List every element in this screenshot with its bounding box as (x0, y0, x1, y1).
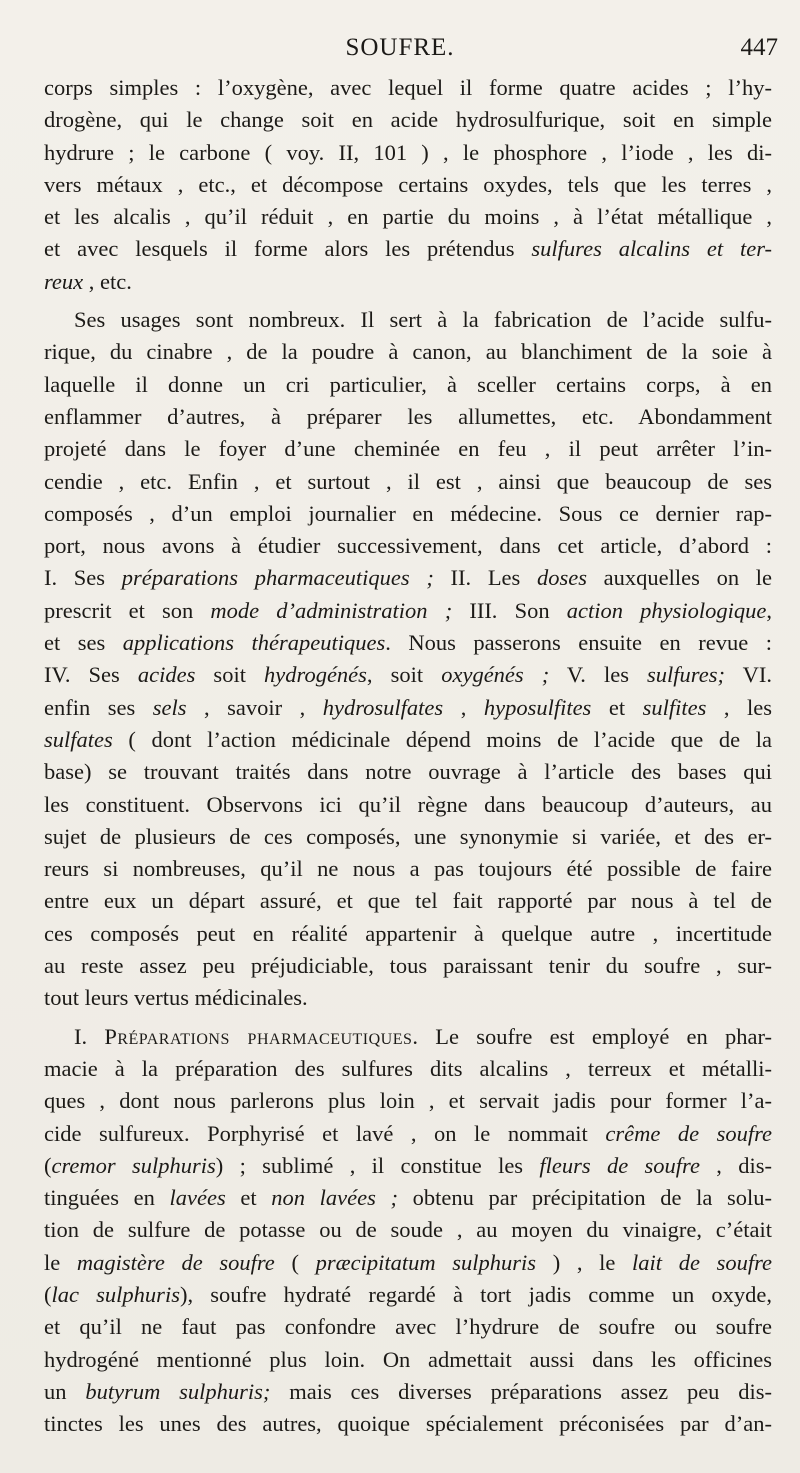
text-line: tout leurs vertus médicinales. (44, 985, 308, 1011)
text-line: IV. Ses acides soit hydrogénés, soit oxygénés ; V. les sulfures; VI. (44, 662, 773, 688)
text-line: tion de sulfure de potasse ou de soude , au moyen du vinaigre, c’était (44, 1217, 772, 1243)
text-line: drogène, qui le change soit en acide hydrosulfurique, soit en simple (44, 107, 772, 133)
text-line: hydrure ; le carbone ( voy. II, 101 ) , le phosphore , l’iode , les di- (44, 139, 772, 165)
text-line: enfin ses sels , savoir , hydrosulfates , hyposulfites et sulfites , les (44, 694, 772, 720)
body-text (44, 72, 772, 1440)
text-line: ques , dont nous parlerons plus loin , et servait jadis pour former l’a- (44, 1088, 772, 1114)
text-line: corps simples : l’oxygène, avec lequel il forme quatre acides ; l’hy- (44, 75, 772, 100)
text-line: les constituent. Observons ici qu’il règne dans beaucoup d’auteurs, au (44, 791, 772, 817)
text-line: sulfates ( dont l’action médicinale dépend moins de l’acide que de la (44, 726, 772, 752)
text-line: I. Ses préparations pharmaceutiques ; II. Les doses auxquelles on le (44, 565, 772, 591)
text-line: (lac sulphuris), soufre hydraté regardé à tort jadis comme un oxyde, (44, 1281, 772, 1307)
text-line: enflammer d’autres, à préparer les allumettes, etc. Abondamment (44, 403, 772, 429)
running-title: SOUFRE. (345, 34, 455, 61)
text-line: tinguées en lavées et non lavées ; obtenu par précipitation de la solu- (44, 1185, 772, 1211)
text-line: et qu’il ne faut pas confondre avec l’hydrure de soufre ou soufre (44, 1314, 772, 1340)
text-line: Ses usages sont nombreux. Il sert à la fabrication de l’acide sulfu- (74, 307, 772, 333)
text-line: cide sulfureux. Porphyrisé et lavé , on le nommait crême de soufre (44, 1120, 773, 1146)
text-line: hydrogéné mentionné plus loin. On admettait aussi dans les officines (44, 1346, 772, 1372)
text-line: base) se trouvant traités dans notre ouvrage à l’article des bases qui (44, 759, 772, 785)
text-line: et les alcalis , qu’il réduit , en partie du moins , à l’état métallique , (44, 204, 772, 230)
page-number: 447 (740, 34, 778, 61)
text-line: composés , d’un emploi journalier en médecine. Sous ce dernier rap- (44, 500, 772, 526)
text-line: le magistère de soufre ( præcipitatum sulphuris ) , le lait de soufre (44, 1249, 773, 1275)
text-line: cendie , etc. Enfin , et surtout , il est , ainsi que beaucoup de ses (44, 468, 772, 494)
text-line: ces composés peut en réalité appartenir à quelque autre , incertitude (44, 920, 772, 946)
text-line: un butyrum sulphuris; mais ces diverses préparations assez peu dis- (44, 1378, 772, 1404)
text-line: entre eux un départ assuré, et que tel fait rapporté par nous à tel de (44, 888, 772, 914)
text-line: (cremor sulphuris) ; sublimé , il constitue les fleurs de soufre , dis- (44, 1152, 772, 1178)
text-line: reurs si nombreuses, qu’il ne nous a pas toujours été possible de faire (44, 856, 772, 882)
text-line: I. Préparations pharmaceutiques. Le soufre est employé en phar- (74, 1023, 772, 1049)
text-line: vers métaux , etc., et décompose certains oxydes, tels que les terres , (44, 171, 772, 197)
text-line: reux , etc. (44, 268, 132, 294)
text-line: port, nous avons à étudier successivement, dans cet article, d’abord : (44, 533, 772, 559)
text-line: laquelle il donne un cri particulier, à sceller certains corps, à en (44, 371, 772, 397)
page-header (0, 34, 800, 68)
text-line: macie à la préparation des sulfures dits alcalins , terreux et métalli- (44, 1055, 772, 1081)
text-line: au reste assez peu préjudiciable, tous paraissant tenir du soufre , sur- (44, 953, 772, 979)
text-line: projeté dans le foyer d’une cheminée en feu , il peut arrêter l’in- (44, 436, 772, 462)
text-line: prescrit et son mode d’administration ; III. Son action physiologique, (44, 597, 772, 623)
text-line: et avec lesquels il forme alors les prétendus sulfures alcalins et ter- (44, 236, 772, 262)
text-line: et ses applications thérapeutiques. Nous passerons ensuite en revue : (44, 630, 772, 656)
text-line: sujet de plusieurs de ces composés, une synonymie si variée, et des er- (44, 823, 772, 849)
text-line: tinctes les unes des autres, quoique spécialement préconisées par d’an- (44, 1411, 772, 1437)
text-line: rique, du cinabre , de la poudre à canon, au blanchiment de la soie à (44, 339, 772, 365)
